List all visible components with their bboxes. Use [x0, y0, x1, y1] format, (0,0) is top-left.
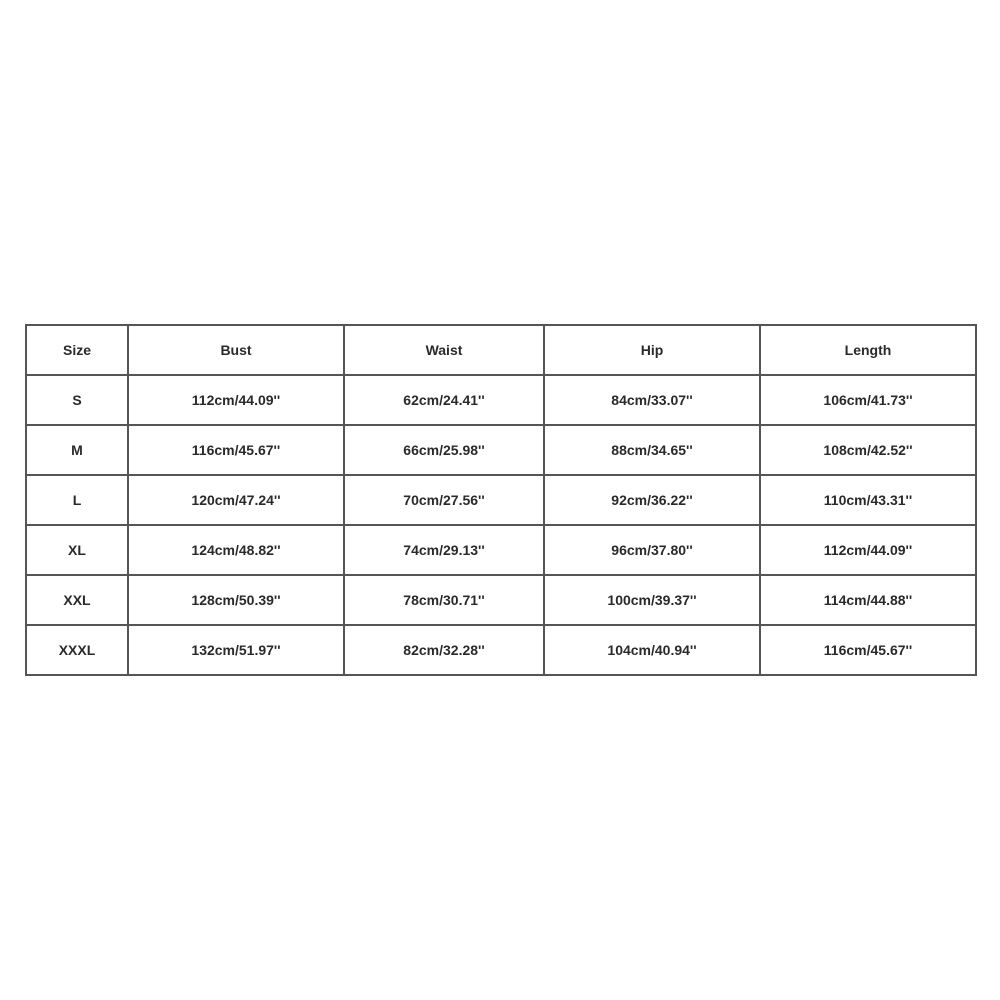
cell-hip: 84cm/33.07'' [544, 375, 760, 425]
cell-hip: 92cm/36.22'' [544, 475, 760, 525]
cell-hip: 88cm/34.65'' [544, 425, 760, 475]
header-hip: Hip [544, 325, 760, 375]
cell-waist: 78cm/30.71'' [344, 575, 544, 625]
table-row [26, 475, 976, 525]
header-row [26, 325, 976, 375]
cell-hip: 100cm/39.37'' [544, 575, 760, 625]
header-waist: Waist [344, 325, 544, 375]
cell-bust: 124cm/48.82'' [128, 525, 344, 575]
cell-waist: 74cm/29.13'' [344, 525, 544, 575]
cell-waist: 82cm/32.28'' [344, 625, 544, 675]
table-row [26, 575, 976, 625]
cell-length: 110cm/43.31'' [760, 475, 976, 525]
cell-waist: 70cm/27.56'' [344, 475, 544, 525]
table-row [26, 525, 976, 575]
cell-size: XXL [26, 575, 128, 625]
cell-waist: 62cm/24.41'' [344, 375, 544, 425]
table-row [26, 425, 976, 475]
cell-size: M [26, 425, 128, 475]
cell-length: 112cm/44.09'' [760, 525, 976, 575]
cell-length: 116cm/45.67'' [760, 625, 976, 675]
cell-waist: 66cm/25.98'' [344, 425, 544, 475]
cell-bust: 112cm/44.09'' [128, 375, 344, 425]
header-size: Size [26, 325, 128, 375]
cell-hip: 96cm/37.80'' [544, 525, 760, 575]
cell-bust: 116cm/45.67'' [128, 425, 344, 475]
cell-size: S [26, 375, 128, 425]
table-row [26, 375, 976, 425]
cell-bust: 128cm/50.39'' [128, 575, 344, 625]
table-row [26, 625, 976, 675]
cell-bust: 120cm/47.24'' [128, 475, 344, 525]
cell-size: L [26, 475, 128, 525]
size-chart-table [25, 324, 977, 676]
cell-size: XL [26, 525, 128, 575]
cell-length: 108cm/42.52'' [760, 425, 976, 475]
header-bust: Bust [128, 325, 344, 375]
cell-length: 106cm/41.73'' [760, 375, 976, 425]
cell-bust: 132cm/51.97'' [128, 625, 344, 675]
cell-length: 114cm/44.88'' [760, 575, 976, 625]
header-length: Length [760, 325, 976, 375]
cell-hip: 104cm/40.94'' [544, 625, 760, 675]
cell-size: XXXL [26, 625, 128, 675]
